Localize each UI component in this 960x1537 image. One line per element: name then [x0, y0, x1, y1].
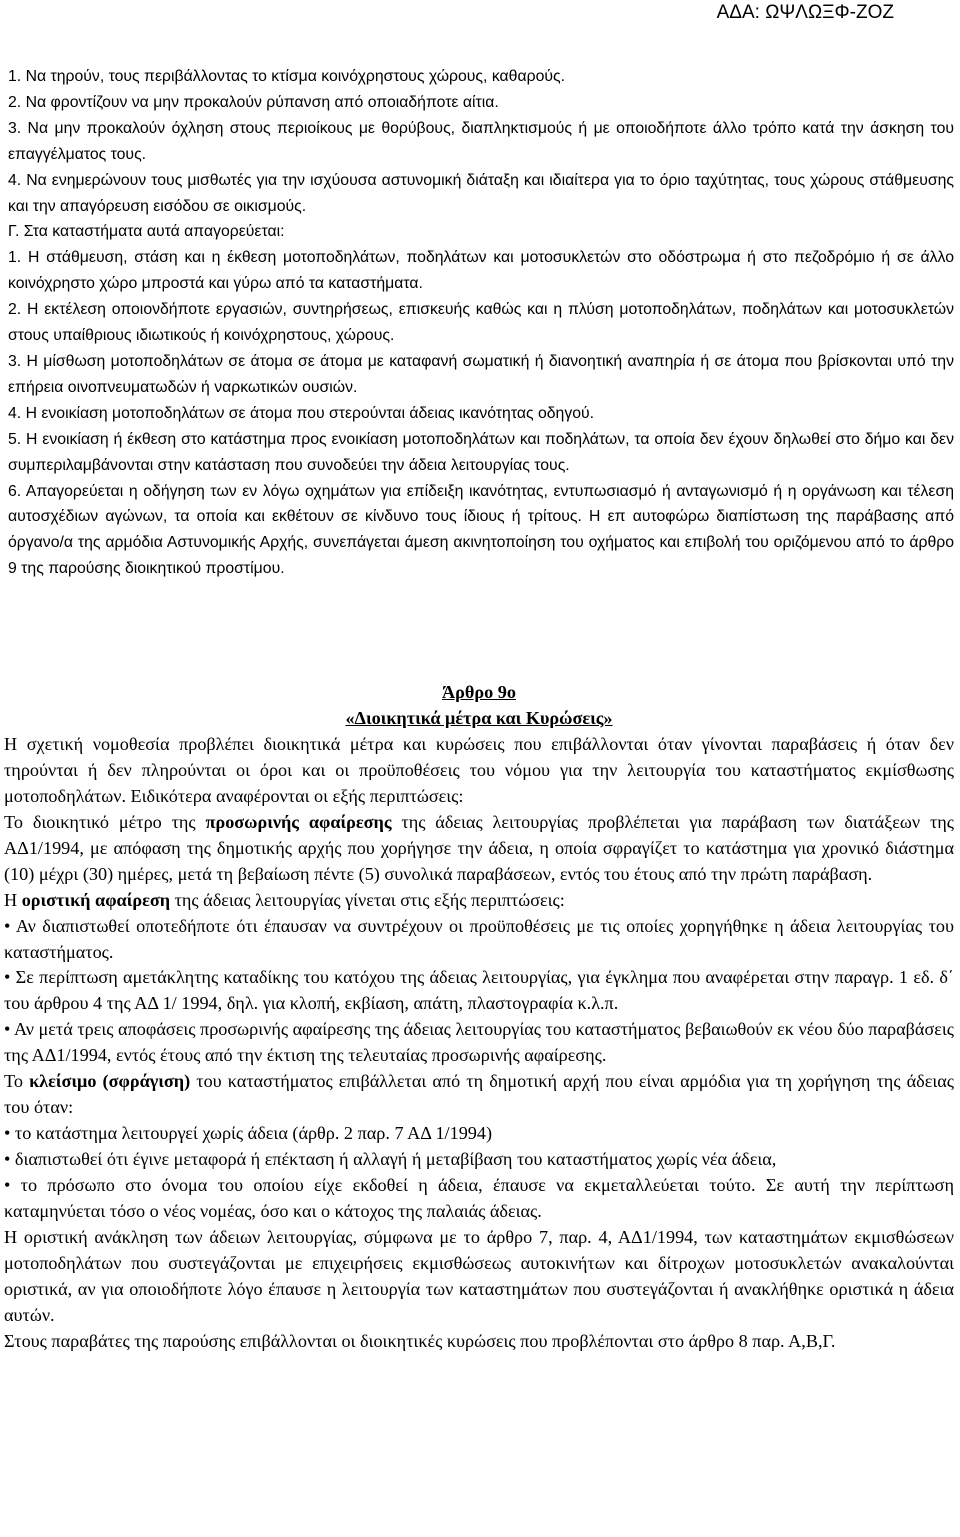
- section-heading-g: Γ. Στα καταστήματα αυτά απαγορεύεται:: [8, 223, 285, 241]
- temporary-removal-paragraph: [4, 810, 954, 888]
- text-run: Το διοικητικό μέτρο της: [4, 811, 206, 832]
- list-item: 3. Η μίσθωση μοτοποδηλάτων σε άτομα σε άτομα με καταφανή σωματική ή διανοητική αναπηρία ή σε άτομα που βρίσκονται υπό την επήρεια οινοπνευματωδών ή ναρκωτικών ουσιών.: [8, 352, 954, 396]
- list-item: 2. Η εκτέλεση οποιονδήποτε εργασιών, συντηρήσεως, επισκευής καθώς και η πλύση μοτοποδηλάτων, ποδηλάτων και μοτοσυκλετών στους υπαίθριους ιδιωτικούς ή κοινόχρηστους, χώρους.: [8, 301, 954, 345]
- bullet-item: • το κατάστημα λειτουργεί χωρίς άδεια (άρθρ. 2 παρ. 7 ΑΔ 1/1994): [4, 1123, 493, 1144]
- ada-code: ΑΔΑ: ΩΨΛΩΞΦ-ΖΟΖ: [716, 2, 894, 23]
- bullet-item: • Αν μετά τρεις αποφάσεις προσωρινής αφαίρεσης της άδειας λειτουργίας του καταστήματος βεβαιωθούν εκ νέου δύο παραβάσεις της ΑΔ1/1994, εντός έτους από την έκτιση της τελευταίας προσωρινής αφαίρεσης.: [4, 1019, 954, 1066]
- list-item: 4. Να ενημερώνουν τους μισθωτές για την ισχύουσα αστυνομική διάταξη και ιδιαίτερα για το όριο ταχύτητας, τους χώρους στάθμευσης και την απαγόρευση εισόδου σε οικισμούς.: [8, 171, 954, 215]
- list-item: 3. Να μην προκαλούν όχληση στους περιοίκους με θορύβους, διαπληκτισμούς ή με οποιοδήποτε άλλο τρόπο κατά την άσκηση του επαγγέλματος τους.: [8, 119, 954, 163]
- violators-paragraph: Στους παραβάτες της παρούσης επιβάλλονται οι διοικητικές κυρώσεις που προβλέπονται στο άρθρο 8 παρ. Α,Β,Γ.: [4, 1330, 836, 1351]
- text-run: Το: [4, 1071, 30, 1092]
- list-item: 6. Απαγορεύεται η οδήγηση των εν λόγω οχημάτων για επίδειξη ικανότητας, εντυπωσιασμό ή ανταγωνισμό ή η οργάνωση και τέλεση αυτοσχέδιων αγώνων, τα οποία και εκθέτουν σε κίνδυνο τους ίδιους ή τρίτους. Η επ αυτοφώρω διαπίστωση της παράβασης από όργανο/α της αρμόδια Αστυνομικής Αρχής, συνεπάγεται άμεση ακινητοποίηση του οχήματος και επιβολή του οριζόμενου από το άρθρο 9 της παρούσης διοικητικού προστίμου.: [8, 482, 954, 578]
- article-heading: Άρθρο 9ο: [442, 682, 516, 702]
- list-item: 5. Η ενοικίαση ή έκθεση στο κατάστημα προς ενοικίαση μοτοποδηλάτων και ποδηλάτων, τα οποία δεν έχουν δηλωθεί στο δήμο και δεν συμπεριλαμβάνονται στην κατάσταση που συνοδεύει την άδεια λειτουργίας τους.: [8, 430, 954, 474]
- bullet-item: • Σε περίπτωση αμετάκλητης καταδίκης του κατόχου της άδειας λειτουργίας, για έγκλημα που αναφέρεται στην παραγρ. 1 εδ. δ΄ του άρθρου 4 της ΑΔ 1/ 1994, δηλ. για κλοπή, εκβίαση, απάτη, πλαστογραφία κ.λ.π.: [4, 967, 954, 1014]
- list-item: 1. Η στάθμευση, στάση και η έκθεση μοτοποδηλάτων, ποδηλάτων και μοτοσυκλετών στο οδόστρωμα ή στο πεζοδρόμιο ή σε άλλο κοινόχρηστο χώρο μπροστά και γύρω από τα καταστήματα.: [8, 249, 954, 293]
- bold-term: οριστική αφαίρεση: [21, 889, 171, 910]
- text-run: της άδειας λειτουργίας προβλέπεται για παράβαση των διατάξεων της ΑΔ1/1994, με απόφαση της δημοτικής αρχής που χορήγησε την άδεια, η οποία σφραγίζετ το κατάστημα για χρονικό διάστημα (10) μέχρι (30) ημέρες, μετά τη βεβαίωση πέντε (5) συνολικά παραβάσεων, εντός του έτους από την πρώτη παράβαση.: [4, 811, 954, 884]
- article-9: [4, 680, 954, 1355]
- text-run: της άδειας λειτουργίας γίνεται στις εξής περιπτώσεις:: [170, 889, 565, 910]
- bullet-item: • Αν διαπιστωθεί οποτεδήποτε ότι έπαυσαν να συντρέχουν οι προϋποθέσεις με τις οποίες χορηγήθηκε η άδεια λειτουργίας του καταστήματος.: [4, 915, 954, 962]
- text-run: Η: [4, 889, 22, 910]
- list-item: 4. Η ενοικίαση μοτοποδηλάτων σε άτομα που στερούνται άδειας ικανότητας οδηγού.: [8, 404, 595, 422]
- closure-paragraph: [4, 1069, 954, 1121]
- article-subheading: «Διοικητικά μέτρα και Κυρώσεις»: [345, 707, 613, 728]
- bold-term: κλείσιμο (σφράγιση): [29, 1071, 191, 1092]
- bold-term: προσωρινής αφαίρεσης: [205, 811, 392, 832]
- revocation-paragraph: Η οριστική ανάκληση των άδειων λειτουργίας, σύμφωνα με το άρθρο 7, παρ. 4, ΑΔ1/1994, των καταστημάτων εκμισθώσεων μοτοποδηλάτων που συστεγάζονται με επιχειρήσεις εκμισθώσεως αυτοκινήτων και δίτροχων μοτοσυκλετών ανακαλούνται οριστικά, αν για οποιοδήποτε λόγο έπαυσε η λειτουργία των καταστημάτων που συστεγάζονται ή ανακλήθηκε οριστικά η άδεια αυτών.: [4, 1227, 954, 1325]
- list-item: 1. Να τηρούν, τους περιβάλλοντας το κτίσμα κοινόχρηστους χώρους, καθαρούς.: [8, 68, 565, 85]
- obligations-list: [8, 64, 954, 582]
- bullet-item: • διαπιστωθεί ότι έγινε μεταφορά ή επέκταση ή αλλαγή ή μεταβίβαση του καταστήματος χωρίς νέα άδεια,: [4, 1149, 777, 1170]
- article-intro: Η σχετική νομοθεσία προβλέπει διοικητικά μέτρα και κυρώσεις που επιβάλλονται όταν γίνονται παραβάσεις ή όταν δεν τηρούνται ή δεν πληρούνται οι όροι και οι προϋποθέσεις του νόμου για την λειτουργία του καταστήματος εκμίσθωσης μοτοποδηλάτων. Ειδικότερα αναφέρονται οι εξής περιπτώσεις:: [4, 733, 954, 806]
- bullet-item: • το πρόσωπο στο όνομα του οποίου είχε εκδοθεί η άδεια, έπαυσε να εκμεταλλεύεται τούτο. Σε αυτή την περίπτωση καταμηνύεται τόσο ο νέος νομέας, όσο και ο κάτοχος της παλαιάς άδειας.: [4, 1175, 954, 1222]
- text-run: του καταστήματος επιβάλλεται από τη δημοτική αρχή που είναι αρμόδια για τη χορήγηση της άδειας του όταν:: [4, 1071, 954, 1118]
- list-item: 2. Να φροντίζουν να μην προκαλούν ρύπανση από οποιαδήποτε αίτια.: [8, 93, 499, 111]
- final-removal-paragraph: [4, 888, 954, 914]
